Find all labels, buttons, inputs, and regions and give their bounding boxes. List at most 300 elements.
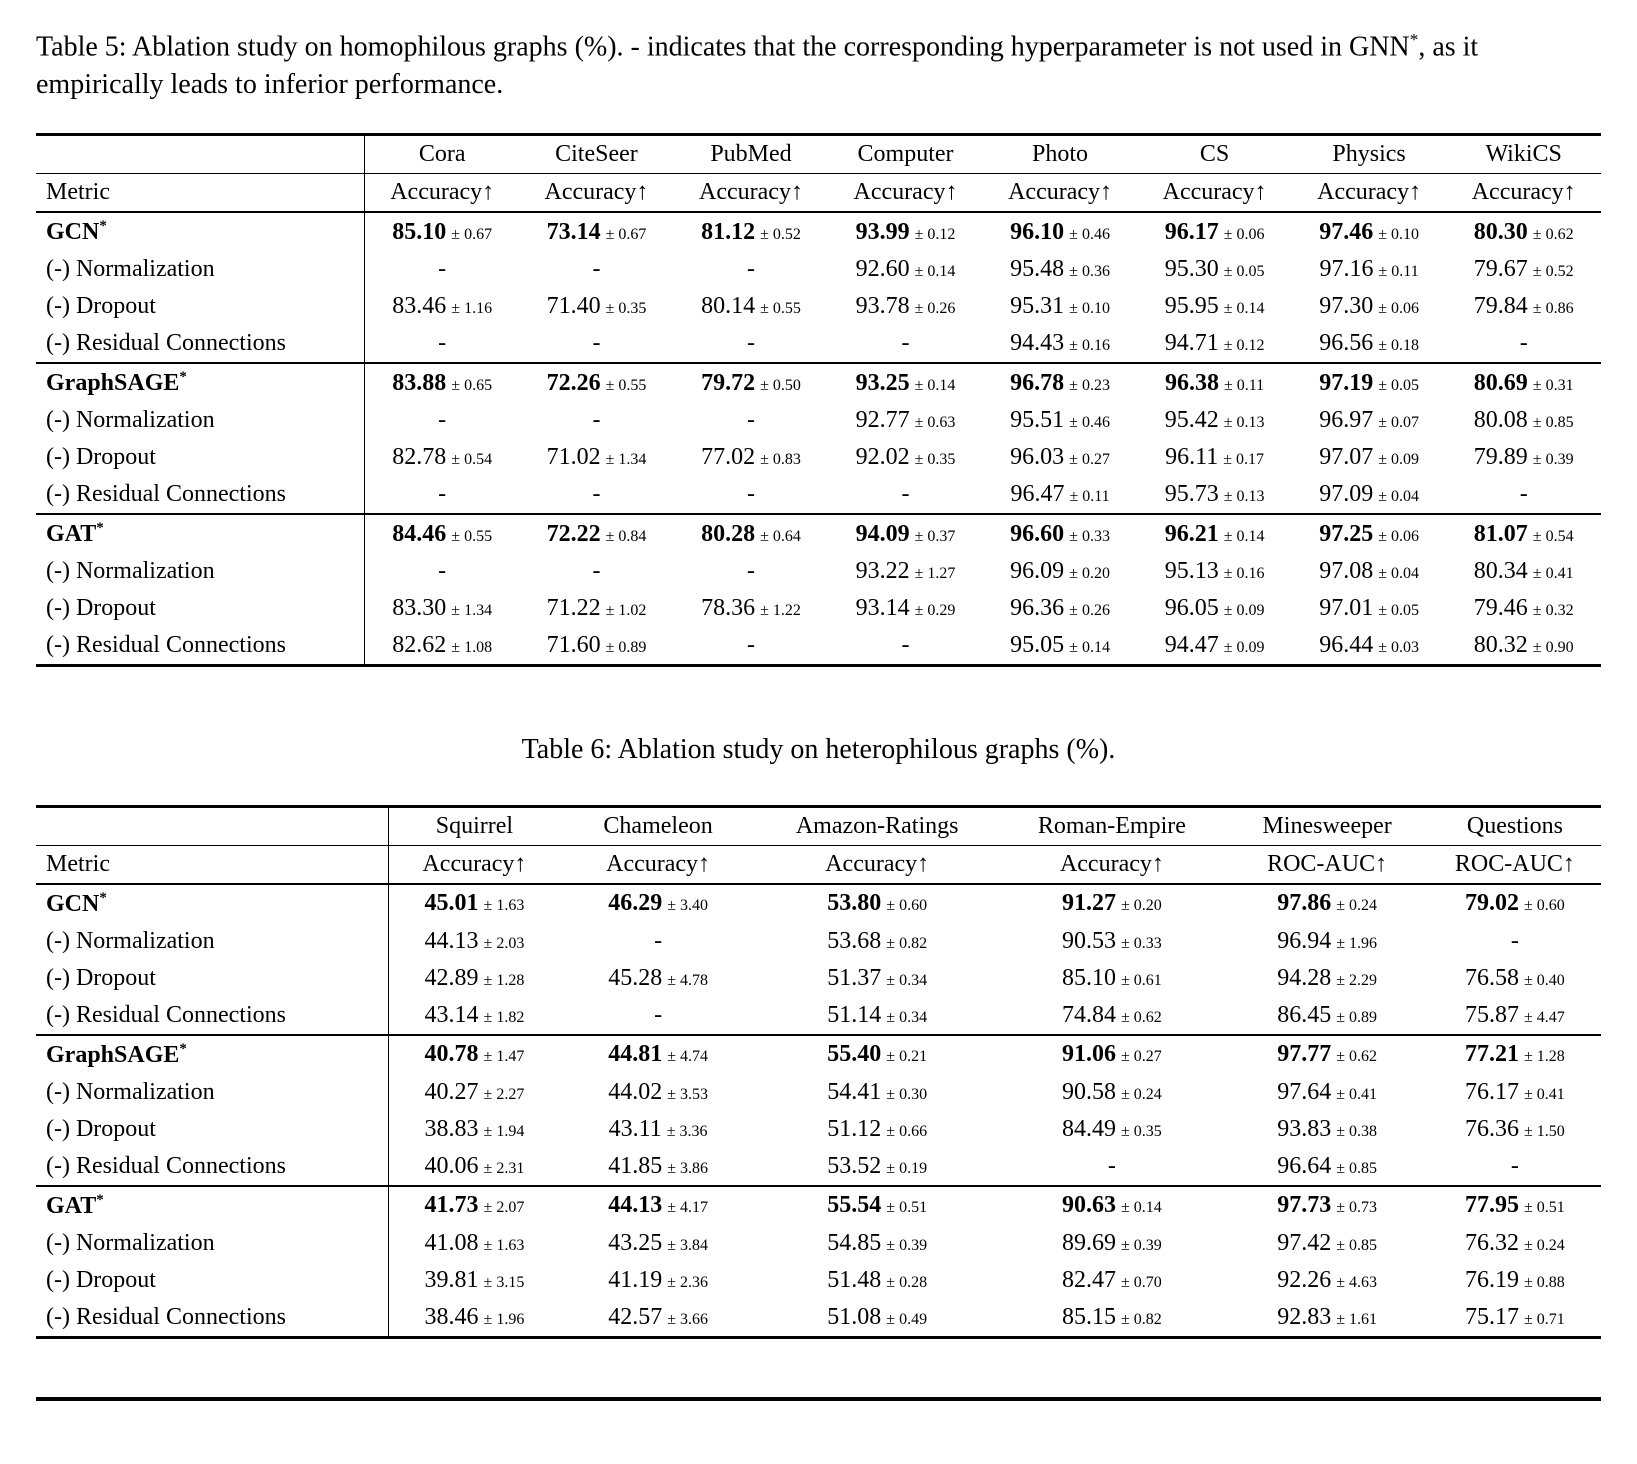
- value-cell: [1429, 884, 1601, 923]
- stddev: ± 0.09: [1378, 451, 1419, 469]
- table-homophilous: [36, 133, 1601, 667]
- value-cell: -: [1107, 1152, 1116, 1179]
- stddev: ± 0.27: [1069, 451, 1110, 469]
- stddev: ± 0.71: [1524, 1310, 1565, 1328]
- partial-rule: [36, 1397, 1601, 1401]
- value: 96.05: [1164, 595, 1219, 622]
- stddev: ± 3.53: [667, 1085, 708, 1103]
- stddev: ± 0.32: [1532, 602, 1574, 620]
- value: 90.58: [1062, 1078, 1117, 1105]
- value-cell: -: [746, 558, 755, 585]
- stddev: ± 0.52: [760, 225, 801, 243]
- value: 45.28: [608, 964, 663, 991]
- value-cell: -: [654, 1001, 663, 1028]
- value: 44.02: [608, 1078, 663, 1105]
- value-cell: [388, 1262, 560, 1299]
- value: 83.46: [392, 293, 447, 320]
- row-label-sup: *: [96, 520, 104, 537]
- row-label-sup: *: [99, 218, 107, 235]
- stddev: ± 1.34: [451, 602, 493, 620]
- column-header: Photo: [1032, 141, 1089, 168]
- stddev: ± 0.46: [1069, 414, 1110, 432]
- column-header: CiteSeer: [555, 141, 638, 168]
- value-cell: [1446, 251, 1601, 288]
- stddev: ± 0.85: [1336, 1236, 1377, 1254]
- value-cell: [1446, 553, 1601, 590]
- stddev: ± 0.11: [1223, 376, 1265, 394]
- stddev: ± 0.14: [914, 263, 956, 281]
- stddev: ± 0.13: [1223, 488, 1265, 506]
- column-header: Squirrel: [388, 806, 560, 845]
- caption-text: , as it empirically leads to inferior performance.: [36, 31, 1479, 100]
- value: 80.34: [1473, 558, 1528, 585]
- value-cell: -: [592, 407, 601, 434]
- value: 96.21: [1164, 520, 1219, 547]
- value: 93.83: [1277, 1115, 1332, 1142]
- stddev: ± 0.83: [760, 451, 801, 469]
- value-cell: [756, 923, 999, 960]
- stddev: ± 0.85: [1336, 1159, 1377, 1177]
- value-cell: [519, 212, 674, 251]
- value-cell: [983, 212, 1138, 251]
- row-label-sup: *: [96, 1191, 104, 1208]
- stddev: ± 1.63: [483, 897, 525, 915]
- row-label: (-) Normalization: [46, 407, 215, 434]
- value-cell: [998, 884, 1225, 923]
- value-cell: [1137, 553, 1292, 590]
- value-cell: -: [365, 476, 520, 514]
- row-label: GraphSAGE*: [36, 363, 365, 402]
- stddev: ± 1.94: [483, 1122, 525, 1140]
- table-row: [36, 1299, 1601, 1338]
- value: 74.84: [1062, 1001, 1117, 1028]
- value: 96.78: [1010, 369, 1065, 396]
- value: 80.08: [1473, 407, 1528, 434]
- value: 97.08: [1319, 558, 1374, 585]
- row-label: (-) Normalization: [46, 1229, 215, 1256]
- stddev: ± 3.66: [667, 1310, 708, 1328]
- value: 55.54: [827, 1192, 882, 1219]
- value-cell: [1429, 1186, 1601, 1225]
- value: 41.85: [608, 1152, 663, 1179]
- table-header: [36, 135, 1601, 213]
- stddev: ± 4.47: [1524, 1008, 1565, 1026]
- stddev: ± 0.67: [451, 225, 493, 243]
- value: 90.63: [1062, 1192, 1117, 1219]
- table-heterophilous: [36, 805, 1601, 1339]
- metric-cell: Accuracy↑: [983, 174, 1138, 213]
- stddev: ± 0.07: [1378, 414, 1419, 432]
- stddev: ± 4.74: [667, 1048, 708, 1066]
- value-cell: [1225, 1148, 1428, 1186]
- row-label: (-) Residual Connections: [46, 1303, 286, 1330]
- value: 97.16: [1319, 256, 1374, 283]
- stddev: ± 0.82: [1121, 1310, 1162, 1328]
- stddev: ± 0.11: [1069, 488, 1110, 506]
- value-cell: [388, 1299, 560, 1338]
- value-cell: [998, 1035, 1225, 1074]
- value-cell: [998, 1299, 1225, 1338]
- value-cell: [1225, 1225, 1428, 1262]
- table-row: [36, 288, 1601, 325]
- value-cell: [828, 251, 983, 288]
- value-cell: [560, 960, 756, 997]
- value: 51.12: [827, 1115, 882, 1142]
- column-header: CS: [1199, 141, 1230, 168]
- value: 44.81: [608, 1041, 663, 1068]
- stddev: ± 0.19: [886, 1159, 928, 1177]
- value-cell: [519, 514, 674, 553]
- value-cell: -: [1510, 1152, 1519, 1179]
- caption-sup: *: [1409, 30, 1419, 49]
- value: 80.14: [701, 293, 756, 320]
- stddev: ± 0.62: [1121, 1008, 1162, 1026]
- value-cell: -: [654, 927, 663, 954]
- value: 96.56: [1319, 330, 1374, 357]
- value-cell: [1292, 288, 1447, 325]
- value: 93.99: [855, 218, 910, 245]
- stddev: ± 0.85: [1532, 414, 1574, 432]
- stddev: ± 0.33: [1121, 934, 1162, 952]
- value-cell: -: [901, 330, 910, 357]
- stddev: ± 0.16: [1069, 337, 1110, 355]
- stddev: ± 0.24: [1121, 1085, 1162, 1103]
- value: 80.69: [1473, 369, 1528, 396]
- stddev: ± 0.17: [1223, 451, 1265, 469]
- value-cell: [1137, 476, 1292, 514]
- metric-cell: Accuracy↑: [828, 174, 983, 213]
- value: 95.95: [1164, 293, 1219, 320]
- value-cell: -: [901, 632, 910, 659]
- table-header: [36, 806, 1601, 884]
- value-cell: [756, 1035, 999, 1074]
- value-cell: [388, 1111, 560, 1148]
- value-cell: [674, 590, 829, 627]
- value-cell: [560, 1148, 756, 1186]
- value: 82.62: [392, 632, 447, 659]
- value: 38.83: [424, 1115, 479, 1142]
- stddev: ± 0.26: [1069, 602, 1110, 620]
- table-row: [36, 212, 1601, 251]
- value-cell: [828, 514, 983, 553]
- value-cell: [828, 212, 983, 251]
- row-label: (-) Normalization: [46, 256, 215, 283]
- metric-cell: Accuracy↑: [1137, 174, 1292, 213]
- value: 96.94: [1277, 927, 1332, 954]
- value: 92.60: [855, 256, 910, 283]
- row-label: (-) Residual Connections: [46, 481, 286, 508]
- stddev: ± 1.47: [483, 1048, 525, 1066]
- value-cell: [998, 1262, 1225, 1299]
- stddev: ± 0.11: [1378, 263, 1419, 281]
- metric-cell: Accuracy↑: [756, 845, 999, 884]
- value-cell: [983, 288, 1138, 325]
- value-cell: [519, 590, 674, 627]
- value-cell: [756, 884, 999, 923]
- value: 80.30: [1473, 218, 1528, 245]
- value-cell: [388, 1035, 560, 1074]
- value-cell: [998, 997, 1225, 1035]
- table-row: [36, 476, 1601, 514]
- stddev: ± 0.05: [1223, 263, 1265, 281]
- stddev: ± 0.73: [1336, 1199, 1377, 1217]
- value-cell: [519, 627, 674, 666]
- value: 94.09: [855, 520, 910, 547]
- stddev: ± 1.27: [914, 565, 956, 583]
- stddev: ± 4.63: [1336, 1273, 1377, 1291]
- table-row: [36, 960, 1601, 997]
- stddev: ± 0.04: [1378, 565, 1419, 583]
- stddev: ± 0.24: [1336, 897, 1377, 915]
- value-cell: [1137, 288, 1292, 325]
- value-cell: [828, 590, 983, 627]
- value: 44.13: [424, 927, 479, 954]
- table-row: [36, 363, 1601, 402]
- value: 81.12: [701, 218, 756, 245]
- value-cell: [1292, 439, 1447, 476]
- value: 78.36: [701, 595, 756, 622]
- value-cell: [1292, 251, 1447, 288]
- stddev: ± 0.30: [886, 1085, 928, 1103]
- stddev: ± 0.31: [1532, 376, 1574, 394]
- stddev: ± 0.14: [1121, 1199, 1162, 1217]
- stddev: ± 0.26: [914, 300, 956, 318]
- stddev: ± 0.54: [1532, 527, 1574, 545]
- value-cell: -: [746, 632, 755, 659]
- value: 76.19: [1465, 1266, 1520, 1293]
- value-cell: [983, 439, 1138, 476]
- table-body: [36, 212, 1601, 666]
- stddev: ± 0.89: [1336, 1008, 1377, 1026]
- value: 93.22: [855, 558, 910, 585]
- value: 54.41: [827, 1078, 882, 1105]
- value-cell: -: [746, 481, 755, 508]
- stddev: ± 0.50: [760, 376, 801, 394]
- value-cell: [560, 1035, 756, 1074]
- value: 80.28: [701, 520, 756, 547]
- stddev: ± 1.16: [451, 300, 493, 318]
- value-cell: [365, 514, 520, 553]
- value: 96.64: [1277, 1152, 1332, 1179]
- value-cell: [560, 1186, 756, 1225]
- value-cell: [1137, 402, 1292, 439]
- value-cell: [756, 1262, 999, 1299]
- value: 85.10: [392, 218, 447, 245]
- stddev: ± 0.38: [1336, 1122, 1377, 1140]
- row-label: GAT*: [36, 1186, 388, 1225]
- stddev: ± 3.84: [667, 1236, 708, 1254]
- stddev: ± 1.34: [605, 451, 647, 469]
- value-cell: [1225, 1186, 1428, 1225]
- row-label-sup: *: [99, 889, 107, 906]
- value: 84.46: [392, 520, 447, 547]
- value: 96.11: [1165, 444, 1219, 471]
- stddev: ± 0.05: [1378, 376, 1419, 394]
- stddev: ± 0.27: [1121, 1048, 1162, 1066]
- stddev: ± 1.08: [451, 639, 493, 657]
- value: 97.86: [1277, 890, 1332, 917]
- value: 95.48: [1010, 256, 1065, 283]
- stddev: ± 2.36: [667, 1273, 708, 1291]
- value: 84.49: [1062, 1115, 1117, 1142]
- value-cell: [1292, 363, 1447, 402]
- stddev: ± 2.07: [483, 1199, 525, 1217]
- value-cell: [1446, 514, 1601, 553]
- stddev: ± 1.02: [605, 602, 647, 620]
- metric-cell: Accuracy↑: [1446, 174, 1601, 213]
- value: 79.84: [1473, 293, 1528, 320]
- column-header: Cora: [365, 135, 520, 174]
- column-header: Minesweeper: [1262, 812, 1392, 839]
- value: 77.95: [1465, 1192, 1520, 1219]
- value: 71.60: [546, 632, 601, 659]
- row-label: (-) Residual Connections: [46, 632, 286, 659]
- stddev: ± 1.96: [1336, 934, 1377, 952]
- table-row: [36, 325, 1601, 363]
- value: 97.64: [1277, 1078, 1332, 1105]
- stddev: ± 0.20: [1121, 897, 1162, 915]
- stddev: ± 2.29: [1336, 971, 1377, 989]
- value-cell: [1292, 553, 1447, 590]
- value: 53.68: [827, 927, 882, 954]
- value-cell: [1429, 960, 1601, 997]
- row-label: (-) Residual Connections: [46, 1152, 286, 1179]
- value: 77.02: [701, 444, 756, 471]
- column-header: Amazon-Ratings: [795, 812, 959, 839]
- value: 46.29: [608, 890, 663, 917]
- table-row: [36, 923, 1601, 960]
- value: 54.85: [827, 1229, 882, 1256]
- value-cell: [674, 439, 829, 476]
- value-cell: [828, 439, 983, 476]
- value-cell: -: [746, 330, 755, 357]
- stddev: ± 0.03: [1378, 639, 1419, 657]
- value-cell: [998, 1111, 1225, 1148]
- table-row: [36, 884, 1601, 923]
- value: 83.30: [392, 595, 447, 622]
- value: 96.10: [1010, 218, 1065, 245]
- value: 97.07: [1319, 444, 1374, 471]
- dataset-header-row: [36, 135, 1601, 174]
- value: 79.46: [1473, 595, 1528, 622]
- row-label: (-) Dropout: [46, 1266, 156, 1293]
- value: 42.57: [608, 1303, 663, 1330]
- row-label: GraphSAGE*: [36, 1035, 388, 1074]
- value: 71.40: [546, 293, 601, 320]
- stddev: ± 0.23: [1069, 376, 1110, 394]
- value: 75.17: [1465, 1303, 1520, 1330]
- value: 40.06: [424, 1152, 479, 1179]
- value: 83.88: [392, 369, 447, 396]
- value-cell: [983, 553, 1138, 590]
- value: 89.69: [1062, 1229, 1117, 1256]
- value: 94.71: [1164, 330, 1219, 357]
- value: 96.38: [1164, 369, 1219, 396]
- value: 42.89: [424, 964, 479, 991]
- value-cell: -: [1510, 927, 1519, 954]
- value: 93.78: [855, 293, 910, 320]
- value: 95.31: [1010, 293, 1065, 320]
- row-label: (-) Dropout: [46, 595, 156, 622]
- value: 92.77: [855, 407, 910, 434]
- value: 85.15: [1062, 1303, 1117, 1330]
- value-cell: [756, 1148, 999, 1186]
- value-cell: [674, 363, 829, 402]
- metric-cell: Accuracy↑: [674, 174, 829, 213]
- value: 97.30: [1319, 293, 1374, 320]
- caption-text: Table 6: Ablation study on heterophilous graphs (%).: [521, 734, 1116, 766]
- value: 73.14: [546, 218, 601, 245]
- stddev: ± 0.40: [1524, 971, 1565, 989]
- value-cell: [756, 1074, 999, 1111]
- table-row: [36, 590, 1601, 627]
- value-cell: [388, 1148, 560, 1186]
- stddev: ± 0.66: [886, 1122, 928, 1140]
- value-cell: [983, 251, 1138, 288]
- value-cell: [1292, 590, 1447, 627]
- value-cell: [1429, 997, 1601, 1035]
- stddev: ± 0.46: [1069, 225, 1110, 243]
- metric-cell: ROC-AUC↑: [1225, 845, 1428, 884]
- table-row: [36, 553, 1601, 590]
- value: 91.27: [1062, 890, 1117, 917]
- value: 97.46: [1319, 218, 1374, 245]
- stddev: ± 4.17: [667, 1199, 708, 1217]
- value-cell: [1225, 997, 1428, 1035]
- stddev: ± 0.86: [1532, 300, 1574, 318]
- caption-text: Table 5: Ablation study on homophilous graphs (%). - indicates that the corresponding hyperparameter is not used in GNN: [36, 31, 1410, 63]
- stddev: ± 0.12: [1223, 337, 1265, 355]
- row-label: (-) Normalization: [46, 558, 215, 585]
- stddev: ± 0.37: [914, 527, 956, 545]
- value-cell: [983, 590, 1138, 627]
- table-row: [36, 439, 1601, 476]
- value-cell: [983, 627, 1138, 666]
- stddev: ± 0.82: [886, 934, 928, 952]
- stddev: ± 0.41: [1532, 565, 1574, 583]
- value: 76.17: [1465, 1078, 1520, 1105]
- value: 95.73: [1164, 481, 1219, 508]
- stddev: ± 0.55: [451, 527, 493, 545]
- value-cell: [388, 1186, 560, 1225]
- metric-cell: Accuracy↑: [1292, 174, 1447, 213]
- value-cell: [560, 1262, 756, 1299]
- value: 51.37: [827, 964, 882, 991]
- value: 43.14: [424, 1001, 479, 1028]
- table-row: [36, 1074, 1601, 1111]
- stddev: ± 0.63: [914, 414, 956, 432]
- column-header: PubMed: [710, 141, 792, 168]
- stddev: ± 1.50: [1524, 1122, 1565, 1140]
- stddev: ± 0.60: [1524, 897, 1565, 915]
- value-cell: [519, 363, 674, 402]
- value-cell: -: [592, 330, 601, 357]
- value-cell: [1225, 1262, 1428, 1299]
- row-label: (-) Dropout: [46, 964, 156, 991]
- value-cell: [983, 325, 1138, 363]
- value-cell: [365, 439, 520, 476]
- value-cell: [1137, 251, 1292, 288]
- stddev: ± 0.09: [1223, 639, 1265, 657]
- value-cell: [756, 1186, 999, 1225]
- stddev: ± 0.06: [1378, 527, 1419, 545]
- value-cell: -: [365, 251, 520, 288]
- value-cell: [1292, 402, 1447, 439]
- value-cell: [756, 1111, 999, 1148]
- stddev: ± 0.35: [914, 451, 956, 469]
- stddev: ± 1.82: [483, 1008, 525, 1026]
- value: 53.80: [827, 890, 882, 917]
